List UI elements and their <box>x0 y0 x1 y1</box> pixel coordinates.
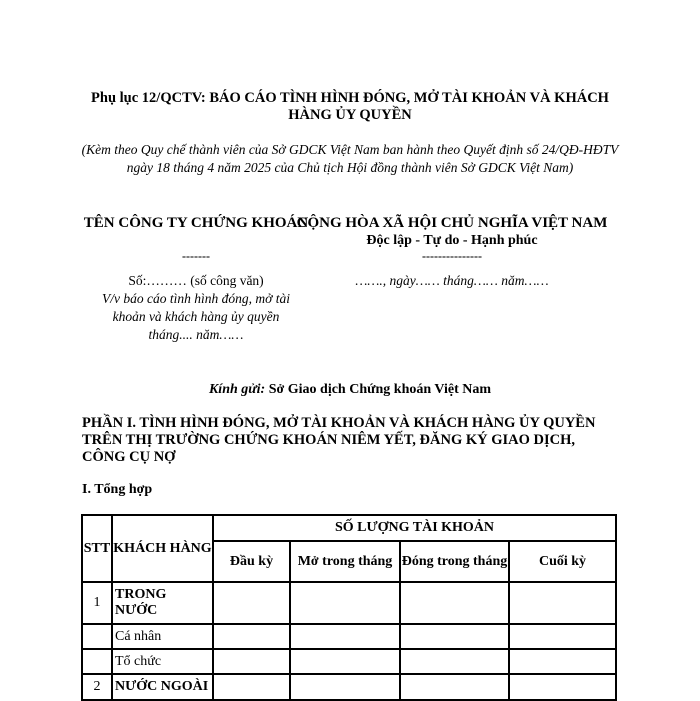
row-label: NƯỚC NGOÀI <box>112 674 213 700</box>
table-row <box>82 624 616 649</box>
row-label: TRONG NƯỚC <box>112 582 213 624</box>
country-name: CỘNG HÒA XÃ HỘI CHỦ NGHĨA VIỆT NAM <box>296 215 608 231</box>
recipient-prefix: Kính gửi: <box>208 382 266 397</box>
row-stt: 1 <box>82 582 112 624</box>
cell <box>213 624 290 649</box>
row-stt: 2 <box>82 674 112 700</box>
cell <box>290 624 400 649</box>
cell <box>509 582 616 624</box>
cell <box>509 649 616 674</box>
cell <box>400 649 509 674</box>
row-label: Tổ chức <box>112 649 213 674</box>
national-motto: Độc lập - Tự do - Hạnh phúc <box>366 233 538 248</box>
document-date: ……., ngày…… tháng…… năm…… <box>355 273 549 288</box>
appendix-title: Phụ lục 12/QCTV: BÁO CÁO TÌNH HÌNH ĐÓNG, MỞ TÀI KHOẢN VÀ KHÁCH HÀNG ỦY QUYỀN <box>91 90 609 123</box>
left-divider: ------- <box>182 249 210 263</box>
table-row <box>82 582 616 624</box>
cell <box>400 624 509 649</box>
header-closing: Cuối kỳ <box>509 541 616 582</box>
cell <box>509 624 616 649</box>
cell <box>290 582 400 624</box>
cell <box>290 649 400 674</box>
header-customer: KHÁCH HÀNG <box>112 515 213 582</box>
row-stt <box>82 649 112 674</box>
header-opened: Mở trong tháng <box>290 541 400 582</box>
document-subject: V/v báo cáo tình hình đóng, mở tài khoản và khách hàng ủy quyền tháng.... năm…… <box>102 291 290 342</box>
document-number: Số:……… (số công văn) <box>128 273 264 288</box>
row-label: Cá nhân <box>112 624 213 649</box>
company-name: TÊN CÔNG TY CHỨNG KHOÁN <box>83 215 309 231</box>
row-stt <box>82 624 112 649</box>
table-row <box>82 674 616 700</box>
cell <box>400 582 509 624</box>
section-title: I. Tổng hợp <box>82 482 153 497</box>
cell <box>213 582 290 624</box>
cell <box>213 649 290 674</box>
cell <box>509 674 616 700</box>
header-account-count: SỐ LƯỢNG TÀI KHOẢN <box>213 515 616 541</box>
right-divider: --------------- <box>422 249 482 263</box>
cell <box>400 674 509 700</box>
header-opening: Đầu kỳ <box>213 541 290 582</box>
header-closed: Đóng trong tháng <box>400 541 509 582</box>
appendix-subtitle: (Kèm theo Quy chế thành viên của Sở GDCK Việt Nam ban hành theo Quyết định số 24/QĐ-HĐTV ngày 18 tháng 4 năm 2025 của Chủ tịch Hội đồng thành viên Sở GDCK Việt Nam) <box>81 142 619 175</box>
recipient-name: Sở Giao dịch Chứng khoán Việt Nam <box>268 382 492 397</box>
summary-table <box>81 514 617 701</box>
part-title: PHẦN I. TÌNH HÌNH ĐÓNG, MỞ TÀI KHOẢN VÀ KHÁCH HÀNG ỦY QUYỀN TRÊN THỊ TRƯỜNG CHỨNG KHOÁN NIÊM YẾT, ĐĂNG KÝ GIAO DỊCH, CÔNG CỤ NỢ <box>82 415 596 465</box>
cell <box>290 674 400 700</box>
recipient-line <box>82 382 618 398</box>
cell <box>213 674 290 700</box>
table-row <box>82 649 616 674</box>
header-stt: STT <box>82 515 112 582</box>
